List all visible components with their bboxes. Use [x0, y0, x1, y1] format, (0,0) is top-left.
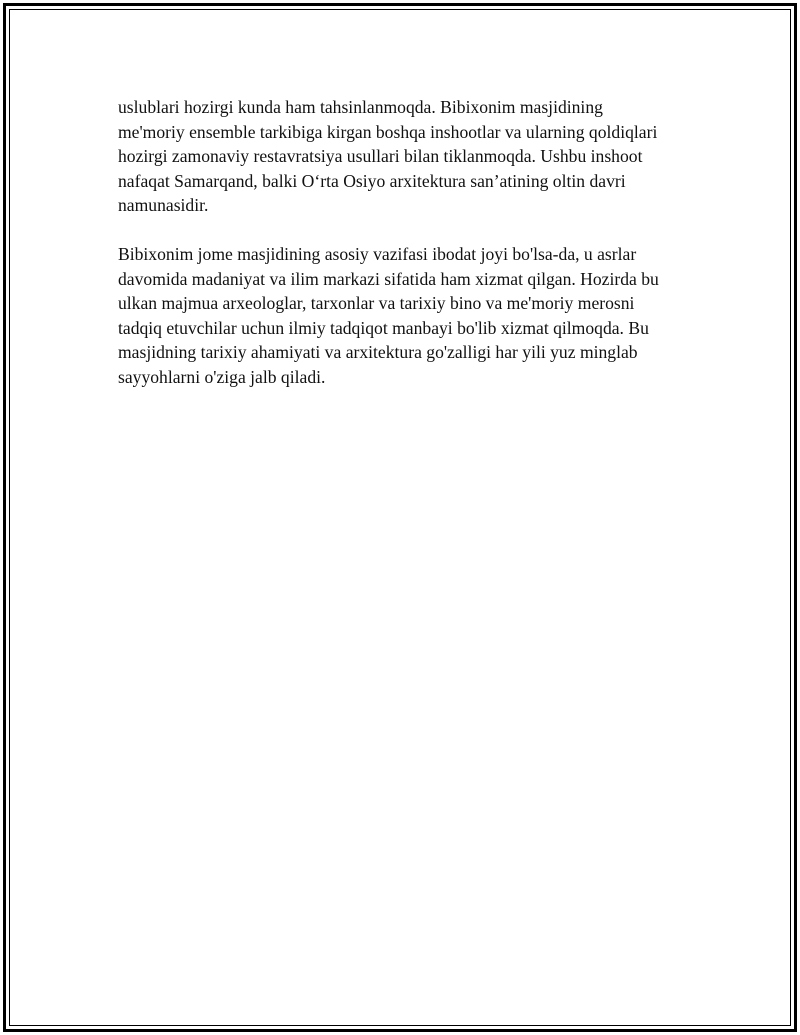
- text-line: Bibixonim jome masjidining asosiy vazifasi ibodat joyi bo'lsa-da, u asrlar: [118, 244, 637, 264]
- text-line: ulkan majmua arxeologlar, tarxonlar va tarixiy bino va me'moriy merosni: [118, 293, 635, 313]
- text-line: sayyohlarni o'ziga jalb qiladi.: [118, 366, 326, 387]
- document-body: [118, 95, 718, 414]
- text-line: uslublari hozirgi kunda ham tahsinlanmoqda. Bibixonim masjidining: [118, 97, 603, 117]
- text-line: nafaqat Samarqand, balki O‘rta Osiyo arxitektura san’atining oltin davri: [118, 170, 626, 191]
- text-line: hozirgi zamonaviy restavratsiya usullari bilan tiklanmoqda. Ushbu inshoot: [118, 146, 643, 166]
- text-line: tadqiq etuvchilar uchun ilmiy tadqiqot manbayi bo'lib xizmat qilmoqda. Bu: [118, 317, 649, 338]
- text-line: namunasidir.: [118, 195, 209, 215]
- text-line: masjidning tarixiy ahamiyati va arxitektura go'zalligi har yili yuz minglab: [118, 342, 638, 362]
- paragraph-2: [118, 242, 718, 389]
- text-line: me'moriy ensemble tarkibiga kirgan boshqa inshootlar va ularning qoldiqlari: [118, 121, 658, 142]
- page-border: [3, 3, 797, 1032]
- paragraph-1: [118, 95, 718, 218]
- text-line: davomida madaniyat va ilim markazi sifatida ham xizmat qilgan. Hozirda bu: [118, 268, 659, 289]
